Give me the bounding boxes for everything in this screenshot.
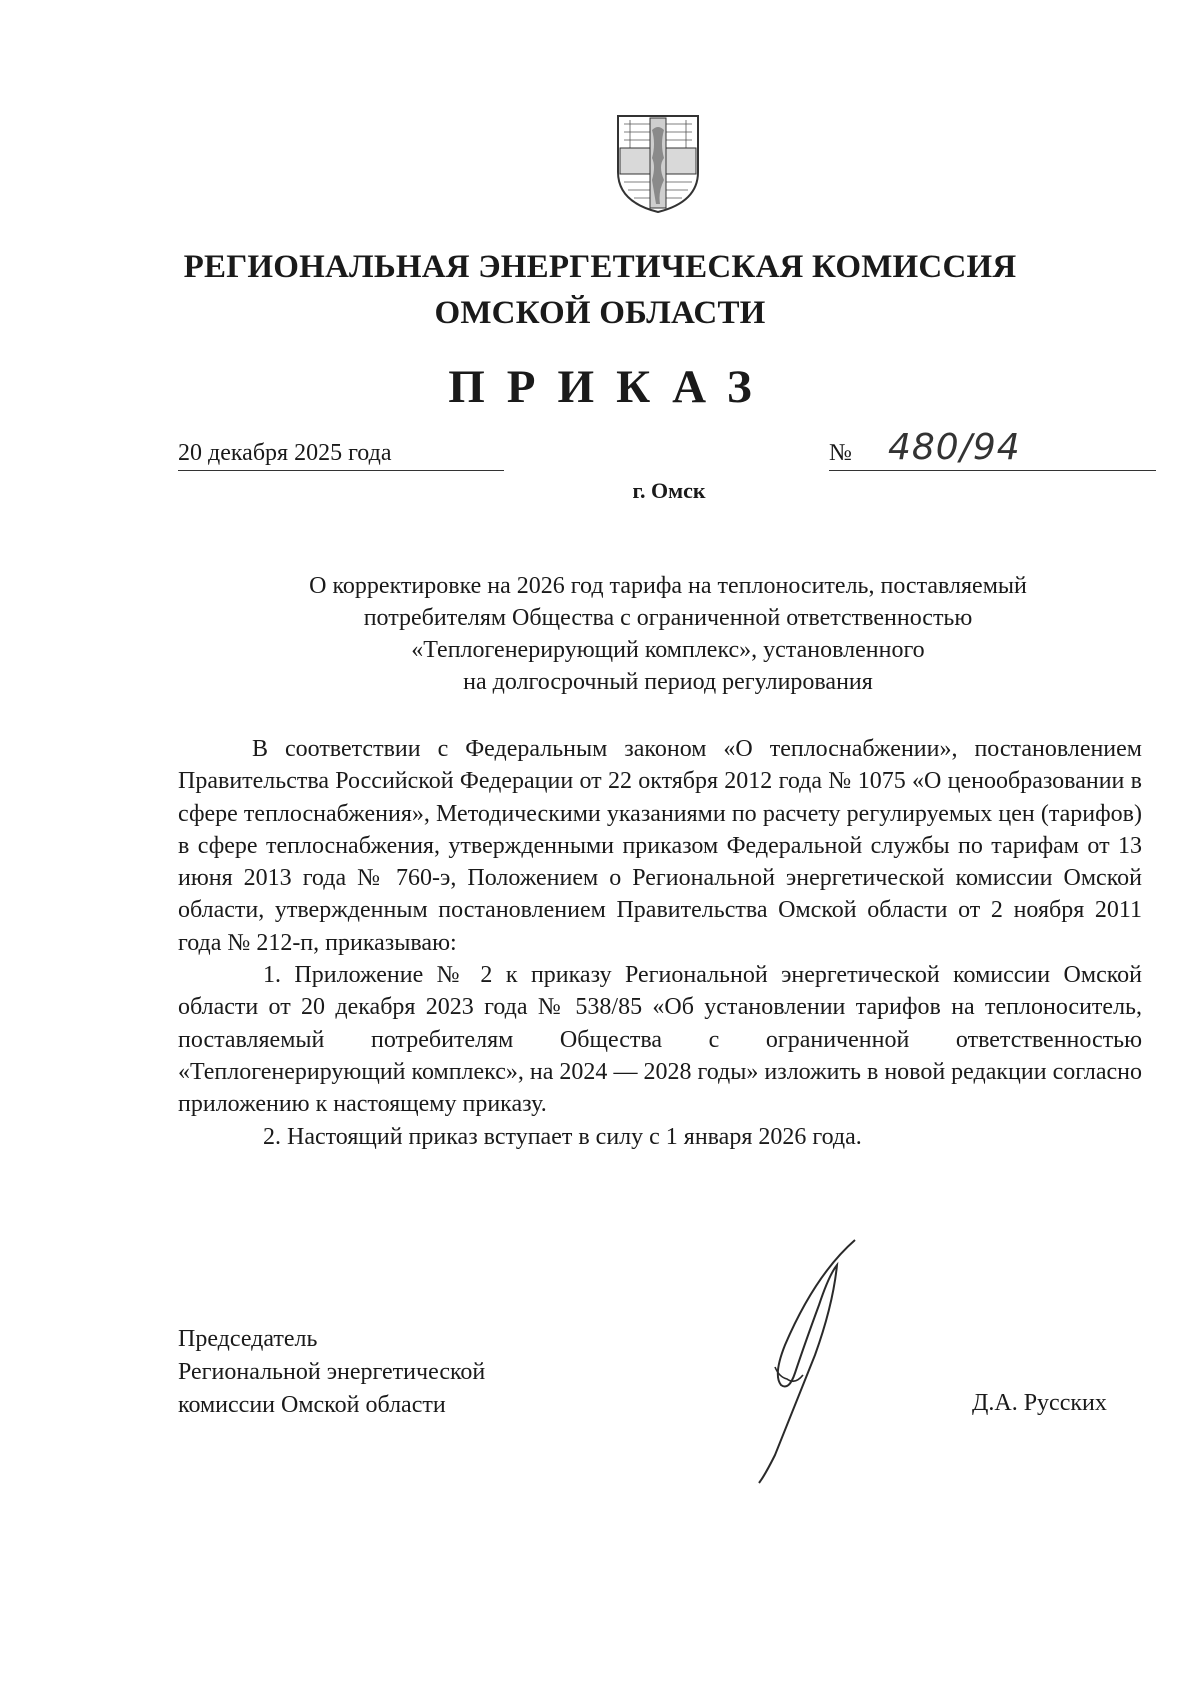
signatory-title: [178, 1323, 485, 1422]
signatory-title-line: комиссии Омской области: [178, 1392, 446, 1418]
omsk-coat-of-arms-icon: [614, 110, 702, 214]
subject-line: на долгосрочный период регулирования: [463, 669, 873, 695]
preamble-paragraph: В соответствии с Федеральным законом «О теплоснабжении», постановлением Правительства Российской Федерации от 22 октября 2012 года № 1075 «О ценообразовании в сфере теплоснабжения», Методическими указаниями по расчету регулируемых цен (тарифов) в сфере теплоснабжения, утвержденными приказом Федеральной службы по тарифам от 13 июня 2013 года № 760-э, Положением о Региональной энергетической комиссии Омской области, утвержденным постановлением Правительства Омской области от 2 ноября 2011 года № 212-п, приказываю:: [178, 736, 1142, 956]
subject-line: «Теплогенерирующий комплекс», установленного: [411, 637, 925, 663]
signatory-title-line: Председатель: [178, 1326, 318, 1352]
order-body: [178, 733, 1142, 1153]
number-underline: [829, 470, 1156, 471]
subject-line: потребителям Общества с ограниченной ответственностью: [363, 605, 973, 631]
signatory-name: Д.А. Русских: [972, 1390, 1107, 1416]
subject-line: О корректировке на 2026 год тарифа на теплоноситель, поставляемый: [309, 573, 1027, 599]
handwritten-signature: [745, 1235, 895, 1485]
order-item-2: 2. Настоящий приказ вступает в силу с 1 января 2026 года.: [263, 1123, 862, 1150]
order-item-1: 1. Приложение № 2 к приказу Региональной энергетической комиссии Омской области от 20 декабря 2023 года № 538/85 «Об установлении тарифов на теплоноситель, поставляемый потребителям Общества с ограниченной ответственностью «Теплогенерирующий комплекс», на 2024 — 2028 годы» изложить в новой редакции согласно приложению к настоящему приказу.: [178, 962, 1142, 1118]
order-date: 20 декабря 2025 года: [178, 440, 392, 466]
city: г. Омск: [632, 478, 706, 503]
document-type-title: ПРИКАЗ: [448, 361, 774, 413]
order-subject: [180, 570, 1156, 698]
order-number-handwritten: 480/94: [888, 427, 1021, 468]
date-underline: [178, 470, 504, 471]
signatory-title-line: Региональной энергетической: [178, 1359, 486, 1385]
organization-name-line1: РЕГИОНАЛЬНАЯ ЭНЕРГЕТИЧЕСКАЯ КОМИССИЯ: [183, 249, 1017, 285]
number-sign: №: [829, 440, 852, 466]
organization-name-line2: ОМСКОЙ ОБЛАСТИ: [434, 295, 766, 331]
